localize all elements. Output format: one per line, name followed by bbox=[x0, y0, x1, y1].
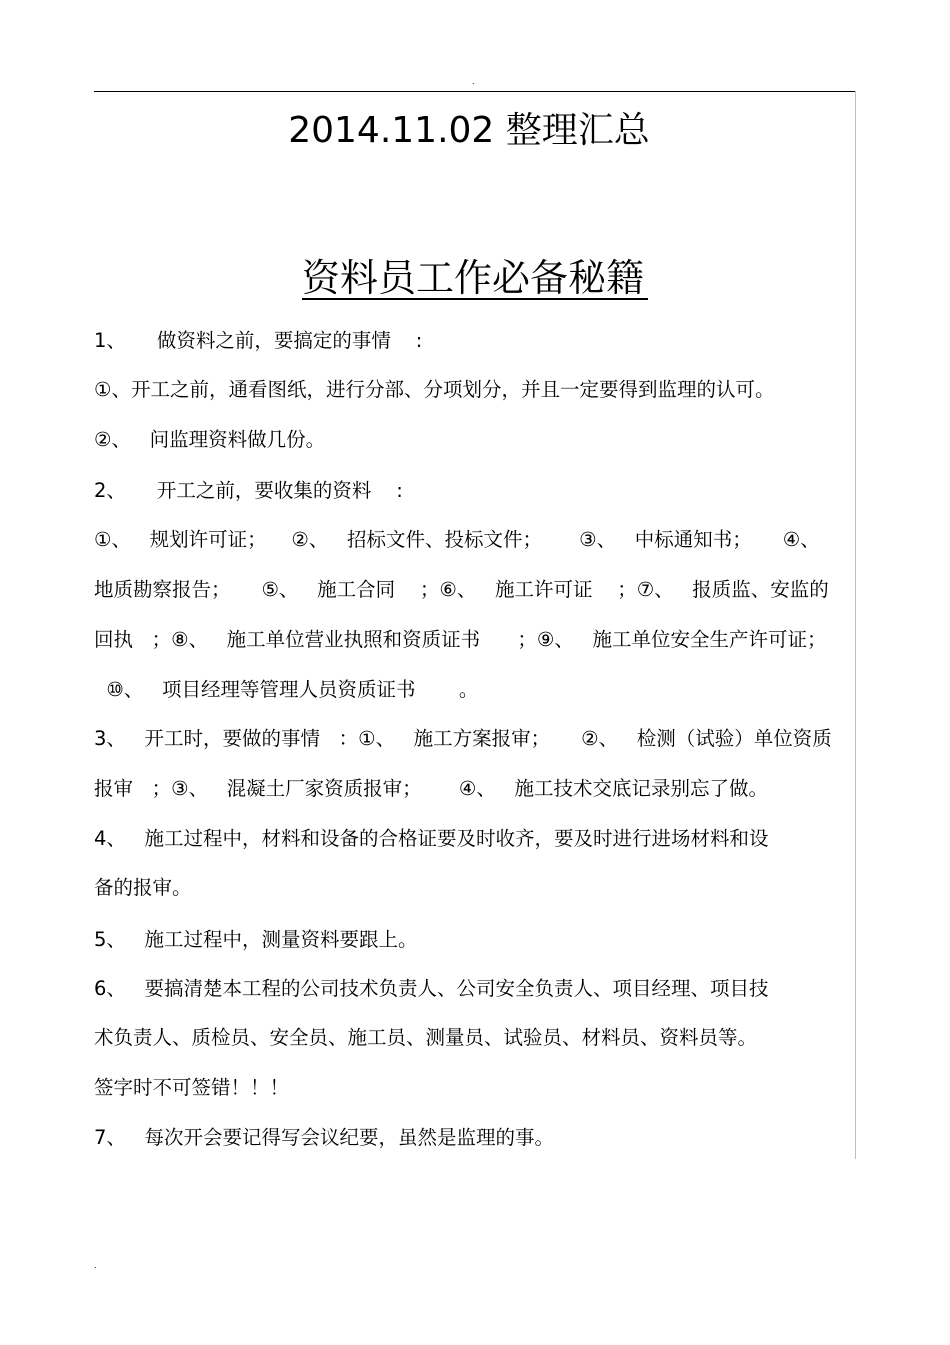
text-line: 报审 ；③、 混凝土厂家资质报审； ④、 施工技术交底记录别忘了做。 bbox=[94, 777, 768, 800]
text-line: ⑩、 项目经理等管理人员资质证书 。 bbox=[94, 678, 479, 701]
header-rule bbox=[94, 91, 856, 92]
subtitle-underline bbox=[302, 298, 648, 300]
text-line: 4、 施工过程中，材料和设备的合格证要及时收齐，要及时进行进场材料和设 bbox=[94, 827, 769, 850]
text-line: 7、 每次开会要记得写会议纪要，虽然是监理的事。 bbox=[94, 1126, 555, 1149]
text-line: ①、 规划许可证； ②、 招标文件、投标文件； ③、 中标通知书； ④、 bbox=[94, 528, 820, 551]
header-mark: . bbox=[472, 77, 475, 86]
text-line: 2、 开工之前，要收集的资料 : bbox=[94, 479, 403, 502]
page-subtitle: 资料员工作必备秘籍 bbox=[302, 256, 645, 300]
page-edge-rule bbox=[855, 91, 856, 1159]
text-line: 6、 要搞清楚本工程的公司技术负责人、公司安全负责人、项目经理、项目技 bbox=[94, 977, 769, 1000]
subtitle-block bbox=[302, 254, 648, 302]
text-line: 术负责人、质检员、安全员、施工员、测量员、试验员、材料员、资料员等。 bbox=[94, 1026, 758, 1049]
page-title: 2014.11.02 整理汇总 bbox=[288, 110, 650, 151]
text-line: 5、 施工过程中，测量资料要跟上。 bbox=[94, 928, 418, 951]
text-line: 回执 ；⑧、 施工单位营业执照和资质证书 ；⑨、 施工单位安全生产许可证； bbox=[94, 628, 827, 651]
text-line: 签字时不可签错！！！ bbox=[94, 1076, 290, 1099]
text-line: 3、 开工时，要做的事情 ：①、 施工方案报审； ②、 检测（试验）单位资质 bbox=[94, 727, 832, 750]
text-line: ②、 问监理资料做几份。 bbox=[94, 428, 326, 451]
text-line: 1、 做资料之前，要搞定的事情 : bbox=[94, 329, 423, 352]
footer-mark: . bbox=[94, 1261, 97, 1270]
text-line: 备的报审。 bbox=[94, 876, 192, 899]
text-line: ①、开工之前，通看图纸，进行分部、分项划分，并且一定要得到监理的认可。 bbox=[94, 378, 775, 401]
text-line: 地质勘察报告； ⑤、 施工合同 ；⑥、 施工许可证 ；⑦、 报质监、安监的 bbox=[94, 578, 829, 601]
